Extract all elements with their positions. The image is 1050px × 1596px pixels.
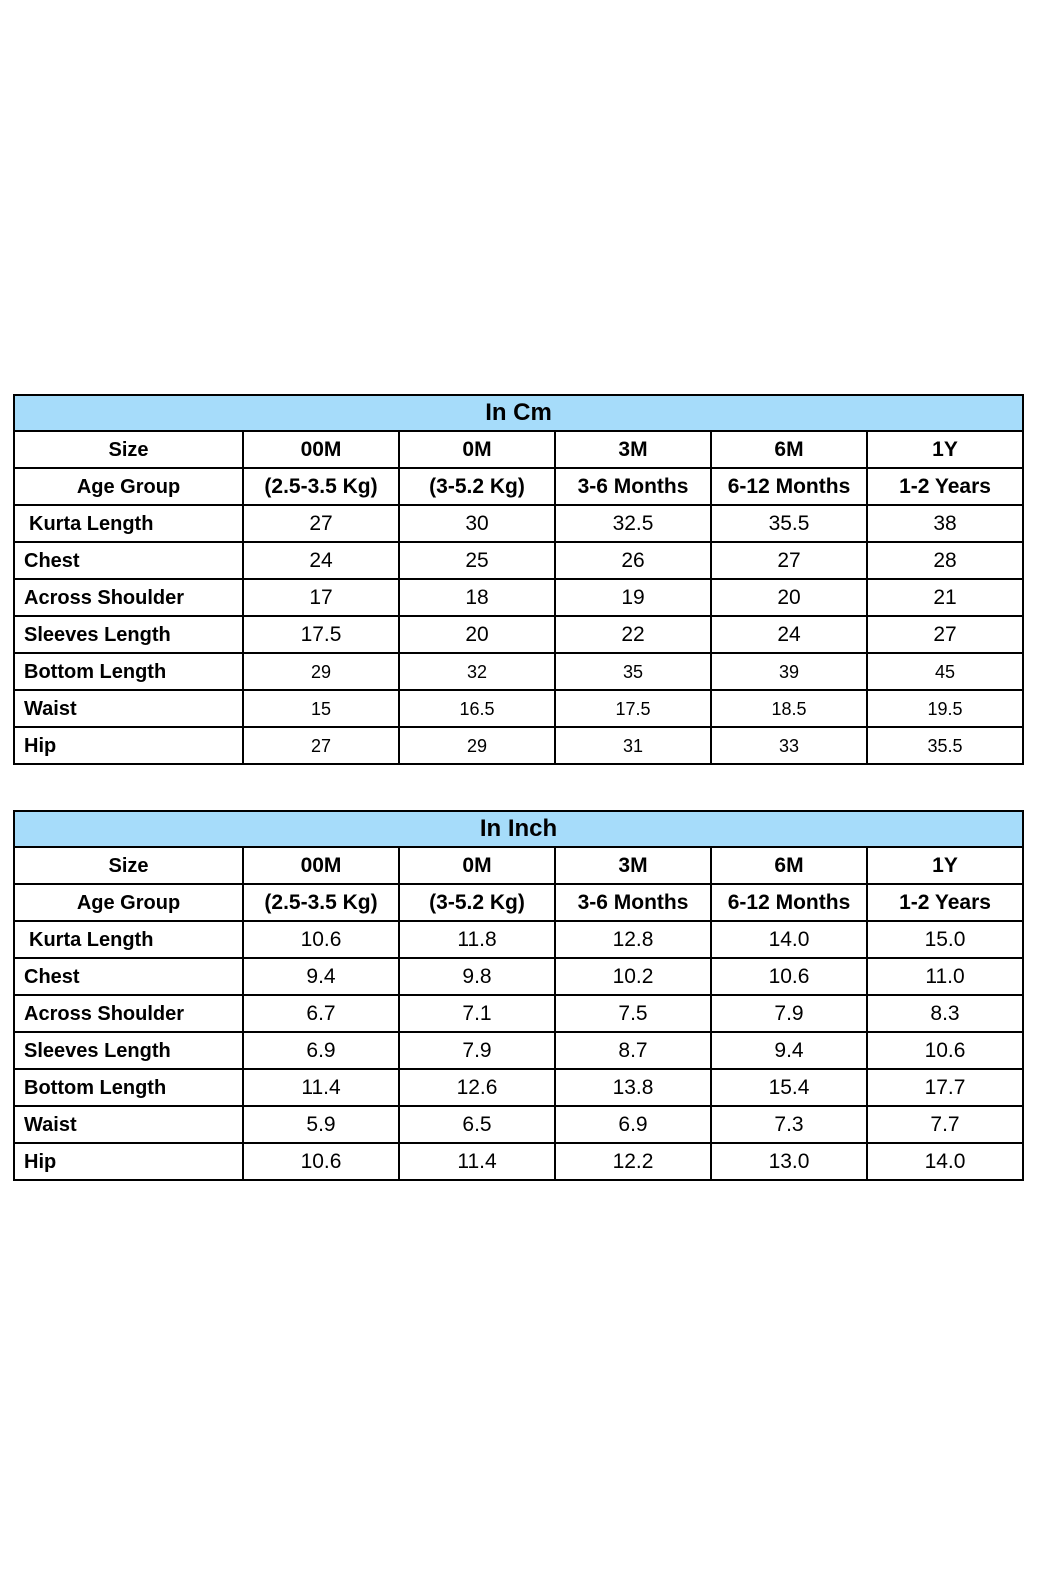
value-cell: 32 [399,653,555,690]
value-cell: 24 [711,616,867,653]
value-cell: 9.4 [711,1032,867,1069]
value-cell: 17.5 [555,690,711,727]
value-cell: 10.6 [243,921,399,958]
value-cell: 18.5 [711,690,867,727]
size-header-cell: 1Y [867,431,1023,468]
age-group-cell: (2.5-3.5 Kg) [243,884,399,921]
value-cell: 16.5 [399,690,555,727]
value-cell: 12.2 [555,1143,711,1180]
size-header-cell: 0M [399,431,555,468]
age-group-cell: 6-12 Months [711,884,867,921]
value-cell: 32.5 [555,505,711,542]
value-cell: 9.4 [243,958,399,995]
value-cell: 11.4 [243,1069,399,1106]
row-label: Chest [14,958,243,995]
value-cell: 17 [243,579,399,616]
row-label: Hip [14,727,243,764]
size-header-cell: 00M [243,431,399,468]
value-cell: 5.9 [243,1106,399,1143]
row-label: Sleeves Length [14,616,243,653]
table-row [14,542,1023,579]
size-label: Size [14,431,243,468]
row-label: Bottom Length [14,1069,243,1106]
size-header-cell: 1Y [867,847,1023,884]
age-group-cell: (3-5.2 Kg) [399,884,555,921]
table-row [14,505,1023,542]
value-cell: 15.4 [711,1069,867,1106]
value-cell: 27 [243,727,399,764]
value-cell: 31 [555,727,711,764]
value-cell: 15 [243,690,399,727]
table-row [14,1143,1023,1180]
value-cell: 8.3 [867,995,1023,1032]
value-cell: 29 [243,653,399,690]
age-group-label: Age Group [14,884,243,921]
value-cell: 13.8 [555,1069,711,1106]
table-title-row [14,811,1023,847]
value-cell: 13.0 [711,1143,867,1180]
age-group-label: Age Group [14,468,243,505]
value-cell: 18 [399,579,555,616]
value-cell: 27 [243,505,399,542]
row-label: Kurta Length [14,505,243,542]
value-cell: 19.5 [867,690,1023,727]
value-cell: 12.6 [399,1069,555,1106]
table-row [14,995,1023,1032]
table-row [14,1069,1023,1106]
value-cell: 11.8 [399,921,555,958]
table-row [14,653,1023,690]
value-cell: 14.0 [867,1143,1023,1180]
value-cell: 28 [867,542,1023,579]
value-cell: 17.7 [867,1069,1023,1106]
table-title-row [14,395,1023,431]
value-cell: 38 [867,505,1023,542]
value-cell: 35 [555,653,711,690]
table-row [14,690,1023,727]
value-cell: 35.5 [867,727,1023,764]
value-cell: 33 [711,727,867,764]
size-header-cell: 3M [555,431,711,468]
value-cell: 35.5 [711,505,867,542]
row-label: Hip [14,1143,243,1180]
value-cell: 10.2 [555,958,711,995]
value-cell: 22 [555,616,711,653]
table-row [14,1032,1023,1069]
value-cell: 10.6 [711,958,867,995]
row-label: Across Shoulder [14,579,243,616]
table-row [14,579,1023,616]
row-label: Sleeves Length [14,1032,243,1069]
value-cell: 29 [399,727,555,764]
value-cell: 10.6 [867,1032,1023,1069]
value-cell: 15.0 [867,921,1023,958]
value-cell: 6.9 [243,1032,399,1069]
value-cell: 7.7 [867,1106,1023,1143]
value-cell: 14.0 [711,921,867,958]
size-header-cell: 6M [711,431,867,468]
value-cell: 7.3 [711,1106,867,1143]
value-cell: 9.8 [399,958,555,995]
value-cell: 7.5 [555,995,711,1032]
value-cell: 19 [555,579,711,616]
value-cell: 30 [399,505,555,542]
row-label: Waist [14,690,243,727]
value-cell: 27 [867,616,1023,653]
row-label: Kurta Length [14,921,243,958]
table-row [14,921,1023,958]
age-group-cell: 1-2 Years [867,884,1023,921]
size-table-inch [13,810,1024,1181]
size-table-cm [13,394,1024,765]
table-row [14,727,1023,764]
age-group-row [14,884,1023,921]
table-row [14,1106,1023,1143]
value-cell: 24 [243,542,399,579]
value-cell: 8.7 [555,1032,711,1069]
value-cell: 17.5 [243,616,399,653]
row-label: Bottom Length [14,653,243,690]
age-group-cell: (3-5.2 Kg) [399,468,555,505]
table-row [14,958,1023,995]
age-group-cell: (2.5-3.5 Kg) [243,468,399,505]
size-header-row [14,847,1023,884]
size-header-row [14,431,1023,468]
value-cell: 11.0 [867,958,1023,995]
row-label: Chest [14,542,243,579]
value-cell: 6.5 [399,1106,555,1143]
value-cell: 21 [867,579,1023,616]
size-header-cell: 3M [555,847,711,884]
value-cell: 6.7 [243,995,399,1032]
age-group-cell: 3-6 Months [555,468,711,505]
table-title: In Inch [14,811,1023,847]
table-title: In Cm [14,395,1023,431]
size-header-cell: 00M [243,847,399,884]
row-label: Waist [14,1106,243,1143]
value-cell: 11.4 [399,1143,555,1180]
value-cell: 10.6 [243,1143,399,1180]
age-group-cell: 6-12 Months [711,468,867,505]
value-cell: 6.9 [555,1106,711,1143]
age-group-cell: 3-6 Months [555,884,711,921]
value-cell: 7.9 [399,1032,555,1069]
value-cell: 7.1 [399,995,555,1032]
age-group-cell: 1-2 Years [867,468,1023,505]
value-cell: 39 [711,653,867,690]
value-cell: 45 [867,653,1023,690]
size-label: Size [14,847,243,884]
value-cell: 7.9 [711,995,867,1032]
value-cell: 12.8 [555,921,711,958]
row-label: Across Shoulder [14,995,243,1032]
value-cell: 20 [399,616,555,653]
value-cell: 27 [711,542,867,579]
size-header-cell: 6M [711,847,867,884]
size-header-cell: 0M [399,847,555,884]
value-cell: 20 [711,579,867,616]
value-cell: 25 [399,542,555,579]
age-group-row [14,468,1023,505]
table-row [14,616,1023,653]
value-cell: 26 [555,542,711,579]
